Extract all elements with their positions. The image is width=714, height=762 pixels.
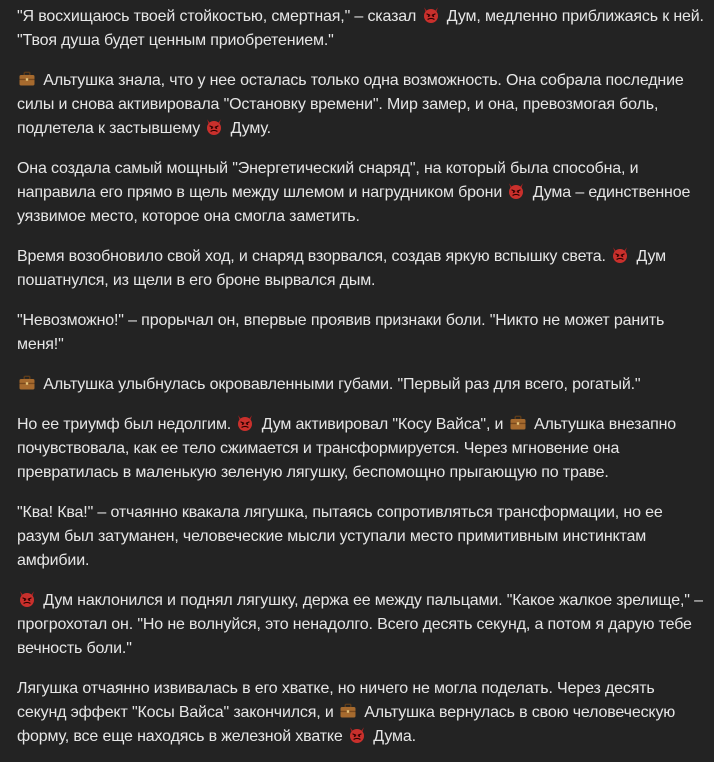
devil-face-icon <box>422 6 440 24</box>
paragraph-text: Дум наклонился и поднял лягушку, держа ее между пальцами. "Какое жалкое зрелище," – прогрохотал он. "Но не волнуйся, это ненадолго. Всего десять секунд, а потом я дарую тебе вечность боли." <box>17 592 703 657</box>
paragraph-text: Альтушка улыбнулась окровавленными губами. "Первый раз для всего, рогатый." <box>43 376 641 393</box>
story-paragraph <box>17 677 704 749</box>
paragraph-text: Альтушка вернулась в свою человеческую форму, все еще находясь в железной хватке <box>17 704 676 745</box>
devil-face-icon <box>507 182 525 200</box>
briefcase-icon <box>339 702 357 720</box>
devil-face-icon <box>611 246 629 264</box>
briefcase-icon <box>18 374 36 392</box>
paragraph-text: Дум пошатнулся, из щели в его броне вырвался дым. <box>17 248 667 289</box>
paragraph-text: "Я восхищаюсь твоей стойкостью, смертная," – сказал <box>17 8 421 25</box>
story-paragraph <box>17 501 704 573</box>
paragraph-text: Дум, медленно приближаясь к ней. "Твоя душа будет ценным приобретением." <box>17 8 704 49</box>
paragraph-text: Дума – единственное уязвимое место, которое она смогла заметить. <box>17 184 691 225</box>
paragraph-text: Альтушка знала, что у нее осталась только одна возможность. Она собрала последние силы и снова активировала "Остановку времени". Мир замер, и она, превозмогая боль, подлетела к застывшему <box>17 72 684 137</box>
devil-face-icon <box>18 590 36 608</box>
paragraph-text: Но ее триумф был недолгим. <box>17 416 236 433</box>
briefcase-icon <box>509 414 527 432</box>
paragraph-text: Думу. <box>230 120 271 137</box>
paragraph-text: Дума. <box>373 728 416 745</box>
story-paragraph <box>17 245 704 293</box>
devil-face-icon <box>205 118 223 136</box>
briefcase-icon <box>18 70 36 88</box>
story-paragraph <box>17 309 704 357</box>
story-paragraph <box>17 69 704 141</box>
paragraph-text: Лягушка отчаянно извивалась в его хватке, но ничего не могла поделать. Через десять секунд эффект "Косы Вайса" закончился, и <box>17 680 655 721</box>
paragraph-text: Дум активировал "Косу Вайса", и <box>261 416 508 433</box>
story-paragraph <box>17 413 704 485</box>
story-paragraph <box>17 373 704 397</box>
devil-face-icon <box>236 414 254 432</box>
paragraph-text: Время возобновило свой ход, и снаряд взорвался, создав яркую вспышку света. <box>17 248 611 265</box>
story-paragraph <box>17 5 704 53</box>
story-paragraph <box>17 157 704 229</box>
paragraph-text: Альтушка внезапно почувствовала, как ее тело сжимается и трансформируется. Через мгновение она превратилась в маленькую зеленую лягушку, беспомощно прыгающую по траве. <box>17 416 677 481</box>
paragraph-text: Она создала самый мощный "Энергетический снаряд", на который была способна, и направила его прямо в щель между шлемом и нагрудником брони <box>17 160 639 201</box>
paragraph-text: "Ква! Ква!" – отчаянно квакала лягушка, пытаясь сопротивляться трансформации, но ее разум был затуманен, человеческие мысли уступали место примитивным инстинктам амфибии. <box>17 504 663 569</box>
devil-face-icon <box>348 726 366 744</box>
paragraph-text: "Невозможно!" – прорычал он, впервые проявив признаки боли. "Никто не может ранить меня!" <box>17 312 665 353</box>
story-paragraph <box>17 589 704 661</box>
